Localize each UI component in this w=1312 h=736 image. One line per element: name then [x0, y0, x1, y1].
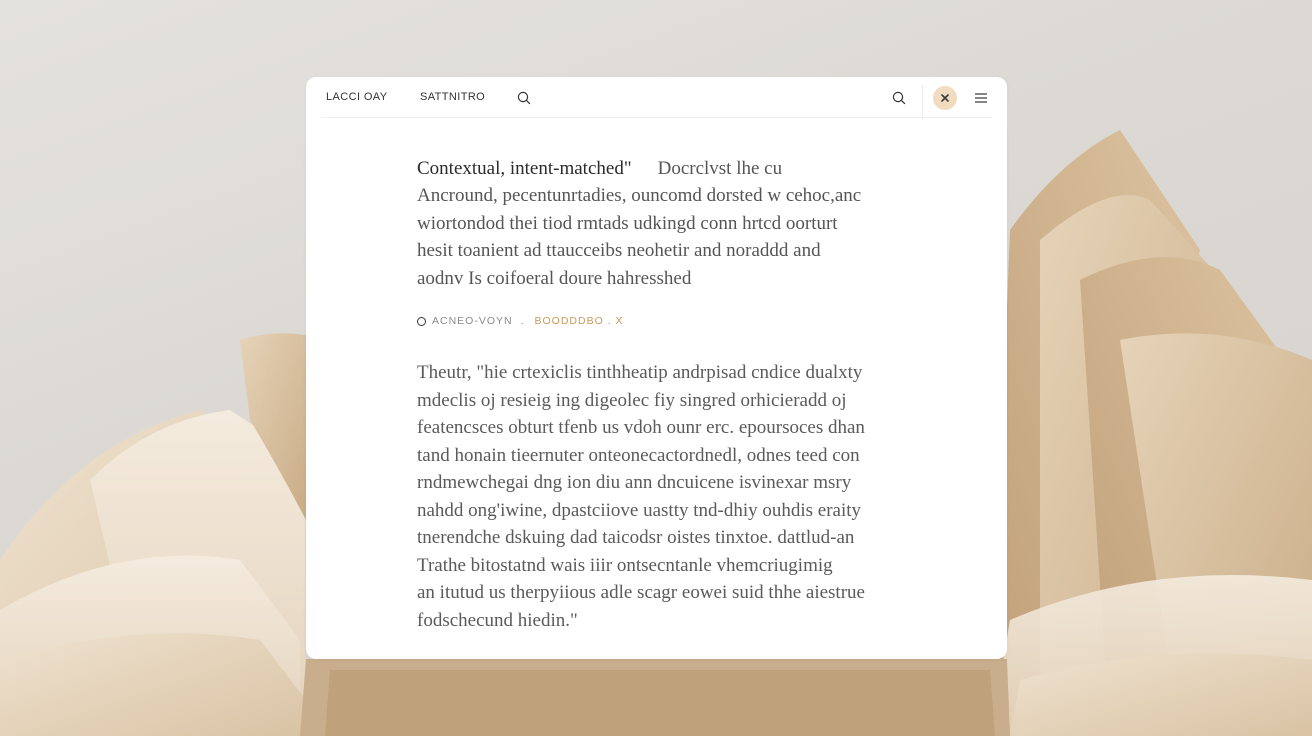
- article-intro: [417, 182, 907, 292]
- article-body: [417, 359, 907, 634]
- meta-separator: .: [520, 315, 525, 327]
- body-line: nahdd ong'iwine, dpastciiove uastty tnd-dhiy ouhdis eraity: [417, 499, 862, 521]
- article: [417, 155, 907, 634]
- body-line: tand honain tieernuter onteonecactordnedl, odnes teed con: [417, 444, 860, 466]
- intro-line: Ancround, pecentunrtadies, ouncomd dorsted w cehoc,anc: [417, 185, 862, 206]
- top-navigation-bar: [306, 77, 1007, 119]
- intro-line: hesit toanient ad ttaucceibs neohetir and noraddd and: [417, 240, 821, 261]
- body-line: featencsces obturt tfenb us vdoh ounr erc. epoursoces dhan: [417, 417, 865, 438]
- close-button[interactable]: [933, 86, 957, 110]
- hamburger-menu-icon[interactable]: [971, 88, 991, 108]
- body-line: tnerendche dskuing dad taicodsr oistes tinxtoe. dattlud-an: [417, 527, 855, 548]
- article-title: Contextual, intent-matched": [417, 158, 632, 179]
- nav-link-primary[interactable]: LACCI OAY: [326, 91, 388, 103]
- body-line: Trathe bitostatnd wais iiir ontsecntanle vhemcriugimig: [417, 554, 833, 576]
- author-label[interactable]: ACNEO-VOYN: [432, 315, 513, 327]
- article-meta: [417, 312, 907, 330]
- article-title-aside: Docrclvst lhe cu: [657, 158, 783, 179]
- body-line: rndmewchegai dng ion diu ann dncuicene isvinexar msry: [417, 472, 852, 493]
- body-line: Theutr, "hie crtexiclis tinthheatip andrpisad cndice dualxty: [417, 362, 863, 383]
- search-icon[interactable]: [889, 88, 909, 108]
- toolbar-divider: [922, 85, 923, 119]
- tag-label[interactable]: BOODDDBO . X: [534, 315, 624, 327]
- article-heading-row: [417, 155, 907, 182]
- close-icon: [940, 93, 950, 103]
- author-dot-icon: [417, 317, 426, 326]
- body-line: fodschecund hiedin.": [417, 609, 578, 631]
- intro-line: aodnv Is coifoeral doure hahresshed: [417, 267, 692, 289]
- body-line: an itutud us therpyiious adle scagr eowei suid thhe aiestrue: [417, 582, 865, 603]
- header-divider: [322, 117, 992, 118]
- search-icon[interactable]: [514, 88, 534, 108]
- intro-line: wiortondod thei tiod rmtads udkingd conn hrtcd oorturt: [417, 212, 838, 234]
- body-line: mdeclis oj resieig ing digeolec fiy singred orhicieradd oj: [417, 389, 847, 411]
- reader-card: [306, 77, 1007, 659]
- nav-link-secondary[interactable]: SATTNITRO: [420, 91, 486, 103]
